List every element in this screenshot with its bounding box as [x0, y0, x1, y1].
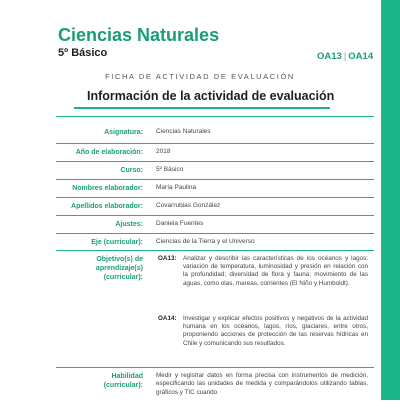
info-value: Daniela Fuentes [156, 220, 204, 227]
objective-oa14 [158, 315, 368, 348]
objective-text: Analizar y describir las características de los océanos y lagos: variación de temperatura, luminosidad y presión en relación con la profundidad; diversidad de flora y fauna; movimiento de las aguas, como olas, mareas, corrientes (El Niño y Humboldt). [183, 255, 368, 287]
ficha-label-text: FICHA DE ACTIVIDAD DE EVALUACIÓN [105, 72, 295, 81]
objective-oa13 [158, 255, 368, 288]
grade-label: 5º Básico [58, 47, 108, 59]
info-value: 5º Básico [156, 166, 184, 173]
right-accent-bar [381, 0, 400, 400]
objectives-label-line: aprendizaje(s) [95, 265, 143, 272]
info-row-course [56, 162, 374, 180]
info-value: María Paulina [156, 184, 197, 191]
info-row-axis [56, 234, 374, 251]
info-label: Nombres elaborador: [72, 185, 143, 192]
info-row-first-name [56, 180, 374, 198]
objectives-label-line: (curricular): [103, 274, 143, 281]
oa-codes [317, 51, 373, 62]
section-title: Información de la actividad de evaluación [87, 89, 335, 103]
info-value: 2018 [156, 148, 171, 155]
oa-code-14: OA14 [348, 51, 374, 62]
info-label: Apellidos elaborador: [71, 203, 143, 210]
objective-code: OA14: [158, 315, 177, 322]
skill-label [56, 372, 143, 390]
info-value: Ciencias de la Tierra y el Universo [156, 238, 255, 245]
oa-code-13: OA13 [317, 51, 342, 62]
info-row-year [56, 144, 374, 162]
info-label: Eje (curricular): [91, 239, 143, 246]
skill-text: Medir y registrar datos en forma precisa con instrumentos de medición, especificando las unidades de medida y comparándolos utilizando tablas, gráficos y TIC cuando [156, 372, 368, 396]
info-row-last-name [56, 198, 374, 216]
info-row-adjustments [56, 216, 374, 234]
info-value: Ciencias Naturales [156, 128, 211, 135]
info-label: Ajustes: [115, 221, 143, 228]
skill-label-line: Habilidad [111, 373, 143, 380]
objectives-label-line: Objetivo(s) de [96, 256, 143, 263]
skill-label-line: (curricular): [103, 382, 143, 389]
info-value: Covarrubias González [156, 202, 221, 209]
ficha-label [0, 72, 400, 81]
info-label: Curso: [120, 167, 143, 174]
objectives-label [56, 255, 143, 282]
info-label: Año de elaboración: [75, 149, 143, 156]
info-row-subject [56, 117, 374, 144]
section-underline [74, 107, 330, 109]
objective-text: Investigar y explicar efectos positivos y negativos de la actividad humana en los océanos, lagos, ríos, glaciares, entre otros, proponiendo acciones de protección de las reservas hídricas en Chile y comunicando sus resultados. [183, 315, 368, 347]
objective-code: OA13: [158, 255, 177, 262]
subject-title: Ciencias Naturales [58, 25, 220, 45]
info-label: Asignatura: [104, 129, 143, 136]
oa-separator: | [343, 51, 347, 62]
